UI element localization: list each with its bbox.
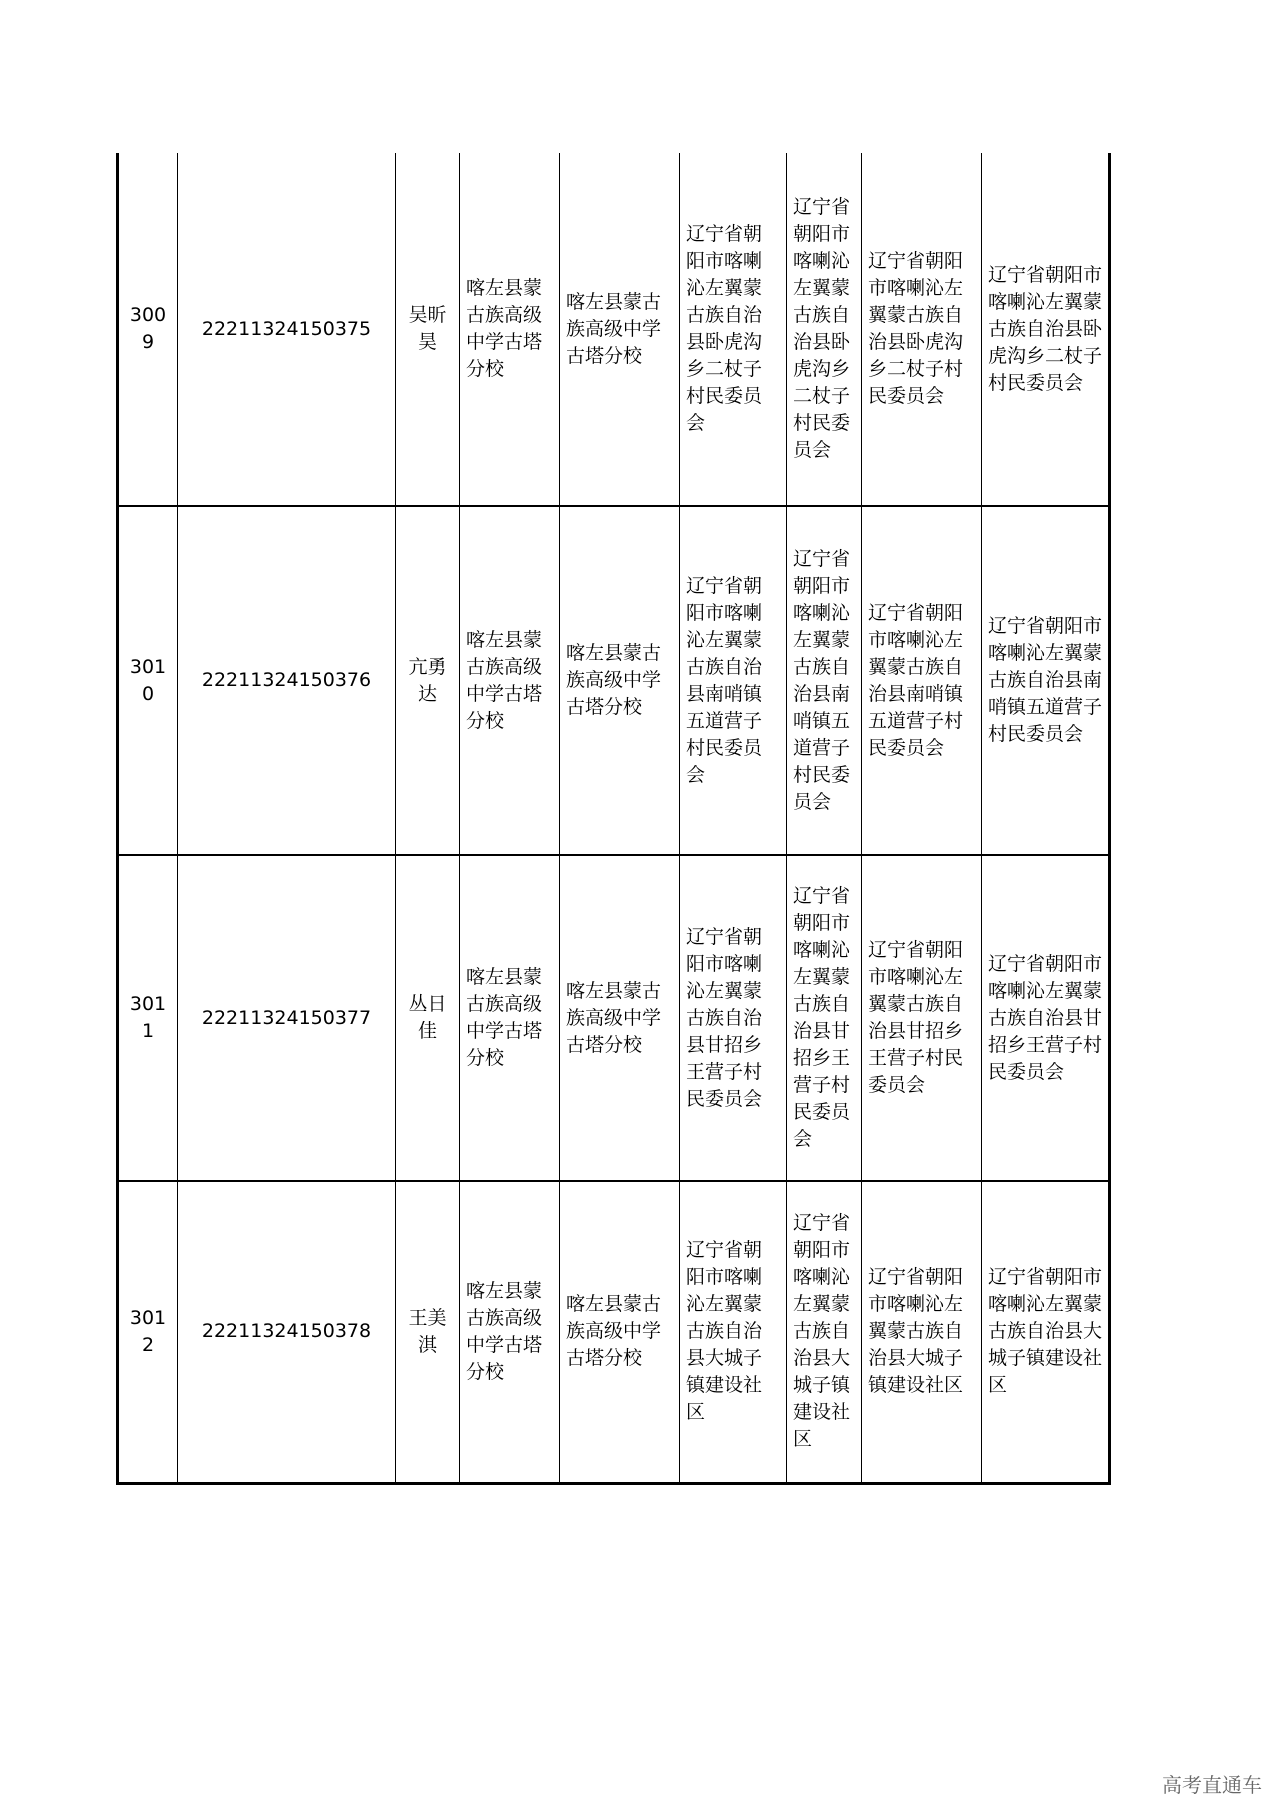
address-cell-2: 辽宁省朝阳市喀喇沁左翼蒙古族自治县甘招乡王营子村民委员会	[787, 855, 862, 1181]
table-row	[118, 153, 1110, 506]
table-row	[118, 1181, 1110, 1483]
address-cell-2: 辽宁省朝阳市喀喇沁左翼蒙古族自治县南哨镇五道营子村民委员会	[787, 506, 862, 855]
address-cell-3: 辽宁省朝阳市喀喇沁左翼蒙古族自治县甘招乡王营子村民委员会	[862, 855, 982, 1181]
address-cell-2: 辽宁省朝阳市喀喇沁左翼蒙古族自治县大城子镇建设社区	[787, 1181, 862, 1483]
school-cell: 喀左县蒙古族高级中学古塔分校	[460, 1181, 560, 1483]
name-cell: 亢勇达	[396, 506, 460, 855]
address-cell-3: 辽宁省朝阳市喀喇沁左翼蒙古族自治县卧虎沟乡二杖子村民委员会	[862, 153, 982, 506]
address-cell-2: 辽宁省朝阳市喀喇沁左翼蒙古族自治县卧虎沟乡二杖子村民委员会	[787, 153, 862, 506]
address-cell-4: 辽宁省朝阳市喀喇沁左翼蒙古族自治县甘招乡王营子村民委员会	[982, 855, 1110, 1181]
school-cell: 喀左县蒙古族高级中学古塔分校	[460, 855, 560, 1181]
seq-cell: 3010	[118, 506, 178, 855]
address-cell-4: 辽宁省朝阳市喀喇沁左翼蒙古族自治县卧虎沟乡二杖子村民委员会	[982, 153, 1110, 506]
roster-table	[116, 153, 1111, 1485]
address-cell-4: 辽宁省朝阳市喀喇沁左翼蒙古族自治县南哨镇五道营子村民委员会	[982, 506, 1110, 855]
address-cell-1: 辽宁省朝阳市喀喇沁左翼蒙古族自治县卧虎沟乡二杖子村民委员会	[680, 153, 787, 506]
seq-cell: 3011	[118, 855, 178, 1181]
address-cell-3: 辽宁省朝阳市喀喇沁左翼蒙古族自治县南哨镇五道营子村民委员会	[862, 506, 982, 855]
address-cell-1: 辽宁省朝阳市喀喇沁左翼蒙古族自治县南哨镇五道营子村民委员会	[680, 506, 787, 855]
school2-cell: 喀左县蒙古族高级中学古塔分校	[560, 506, 680, 855]
name-cell: 丛日佳	[396, 855, 460, 1181]
watermark-text: 高考直通车	[1162, 1773, 1262, 1797]
address-cell-3: 辽宁省朝阳市喀喇沁左翼蒙古族自治县大城子镇建设社区	[862, 1181, 982, 1483]
exam-id-cell: 22211324150376	[178, 506, 396, 855]
school-cell: 喀左县蒙古族高级中学古塔分校	[460, 506, 560, 855]
roster-sheet	[116, 153, 1108, 1487]
seq-cell: 3009	[118, 153, 178, 506]
exam-id-cell: 22211324150377	[178, 855, 396, 1181]
exam-id-cell: 22211324150375	[178, 153, 396, 506]
seq-cell: 3012	[118, 1181, 178, 1483]
address-cell-1: 辽宁省朝阳市喀喇沁左翼蒙古族自治县甘招乡王营子村民委员会	[680, 855, 787, 1181]
address-cell-1: 辽宁省朝阳市喀喇沁左翼蒙古族自治县大城子镇建设社区	[680, 1181, 787, 1483]
school2-cell: 喀左县蒙古族高级中学古塔分校	[560, 855, 680, 1181]
school2-cell: 喀左县蒙古族高级中学古塔分校	[560, 1181, 680, 1483]
school2-cell: 喀左县蒙古族高级中学古塔分校	[560, 153, 680, 506]
name-cell: 吴昕昊	[396, 153, 460, 506]
table-row	[118, 506, 1110, 855]
table-row	[118, 855, 1110, 1181]
address-cell-4: 辽宁省朝阳市喀喇沁左翼蒙古族自治县大城子镇建设社区	[982, 1181, 1110, 1483]
exam-id-cell: 22211324150378	[178, 1181, 396, 1483]
school-cell: 喀左县蒙古族高级中学古塔分校	[460, 153, 560, 506]
name-cell: 王美淇	[396, 1181, 460, 1483]
